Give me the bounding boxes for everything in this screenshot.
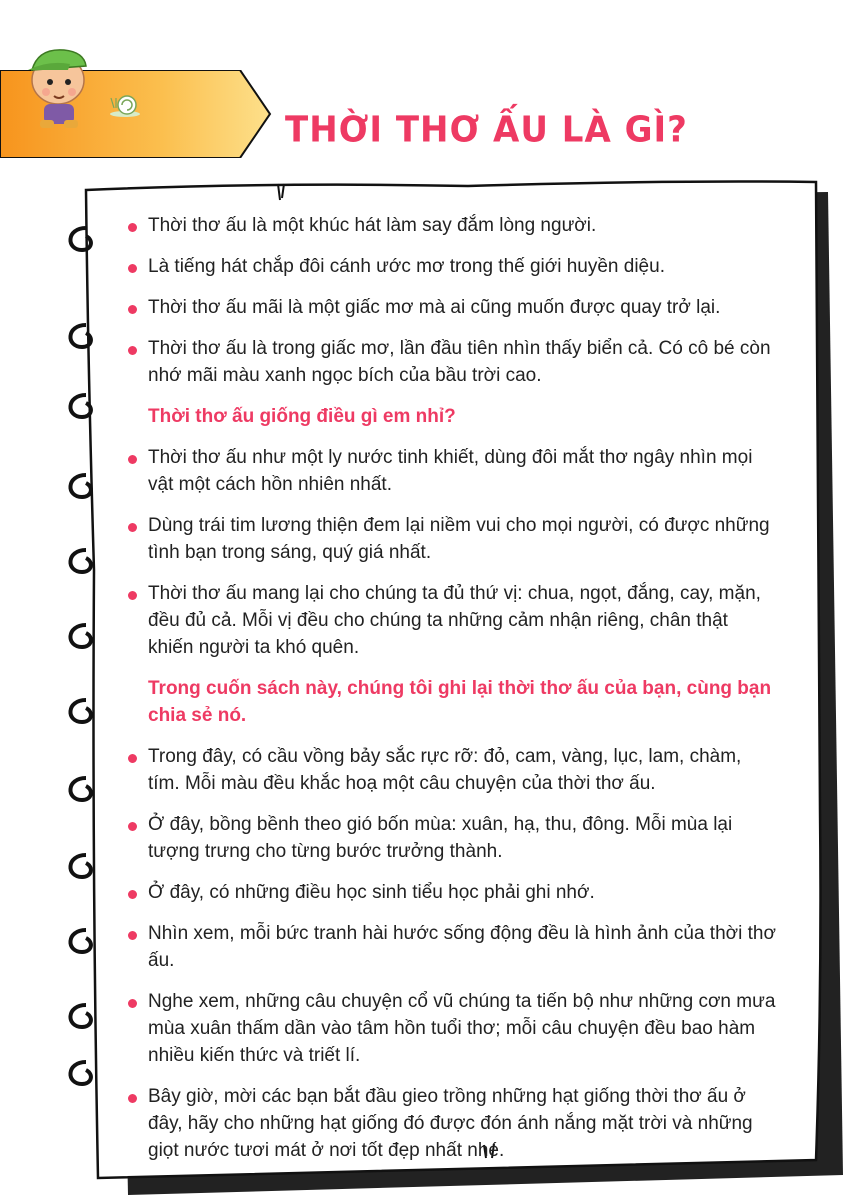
page-title: THỜI THƠ ẤU LÀ GÌ? [285,109,688,151]
list-item: Bây giờ, mời các bạn bắt đầu gieo trồng những hạt giống thời thơ ấu ở đây, hãy cho những hạt giống đó được đón ánh nắng mặt trời và những giọt nước tươi mát ở nơi tốt đẹp nhất nhé. [128,1083,776,1164]
boy-mascot-icon [18,40,98,130]
bullet-dot-icon [128,822,137,831]
bullet-dot-icon [128,223,137,232]
bullet-dot-icon [128,305,137,314]
list-item: Thời thơ ấu như một ly nước tinh khiết, dùng đôi mắt thơ ngây nhìn mọi vật một cách hồn nhiên nhất. [128,444,776,498]
bullet-dot-icon [128,264,137,273]
content-body [128,212,776,1178]
list-item: Là tiếng hát chắp đôi cánh ước mơ trong thế giới huyền diệu. [128,253,776,280]
bullet-dot-icon [128,591,137,600]
list-item: Nghe xem, những câu chuyện cổ vũ chúng ta tiến bộ như những cơn mưa mùa xuân thấm dần vào tâm hồn tuổi thơ; mỗi câu chuyện đều bao hàm nhiều kiến thức và triết lí. [128,988,776,1069]
bullet-dot-icon [128,999,137,1008]
list-item: Dùng trái tim lương thiện đem lại niềm vui cho mọi người, có được những tình bạn trong sáng, quý giá nhất. [128,512,776,566]
list-item: Thời thơ ấu là một khúc hát làm say đắm lòng người. [128,212,776,239]
binder-rings [62,200,102,1100]
list-item: Ở đây, có những điều học sinh tiểu học phải ghi nhớ. [128,879,776,906]
list-item: Nhìn xem, mỗi bức tranh hài hước sống động đều là hình ảnh của thời thơ ấu. [128,920,776,974]
snail-icon [108,92,142,118]
bullet-dot-icon [128,523,137,532]
list-item: Thời thơ ấu mang lại cho chúng ta đủ thứ vị: chua, ngọt, đắng, cay, mặn, đều đủ cả. Mỗi vị đều cho chúng ta những cảm nhận riêng, chân thật khiến người ta khó quên. [128,580,776,661]
bullet-dot-icon [128,890,137,899]
list-item: Ở đây, bồng bềnh theo gió bốn mùa: xuân, hạ, thu, đông. Mỗi mùa lại tượng trưng cho từng bước trưởng thành. [128,811,776,865]
bullet-dot-icon [128,346,137,355]
bullet-dot-icon [128,931,137,940]
section-heading-book: Trong cuốn sách này, chúng tôi ghi lại thời thơ ấu của bạn, cùng bạn chia sẻ nó. [148,678,772,726]
bullet-dot-icon [128,1094,137,1103]
section-heading-question: Thời thơ ấu giống điều gì em nhỉ? [148,406,456,427]
bullet-dot-icon [128,455,137,464]
list-item: Thời thơ ấu mãi là một giấc mơ mà ai cũng muốn được quay trở lại. [128,294,776,321]
list-item: Thời thơ ấu là trong giấc mơ, lần đầu tiên nhìn thấy biển cả. Có cô bé còn nhớ mãi màu xanh ngọc bích của bầu trời cao. [128,335,776,389]
bullet-dot-icon [128,754,137,763]
list-item: Trong đây, có cầu vồng bảy sắc rực rỡ: đỏ, cam, vàng, lục, lam, chàm, tím. Mỗi màu đều khắc hoạ một câu chuyện của thời thơ ấu. [128,743,776,797]
